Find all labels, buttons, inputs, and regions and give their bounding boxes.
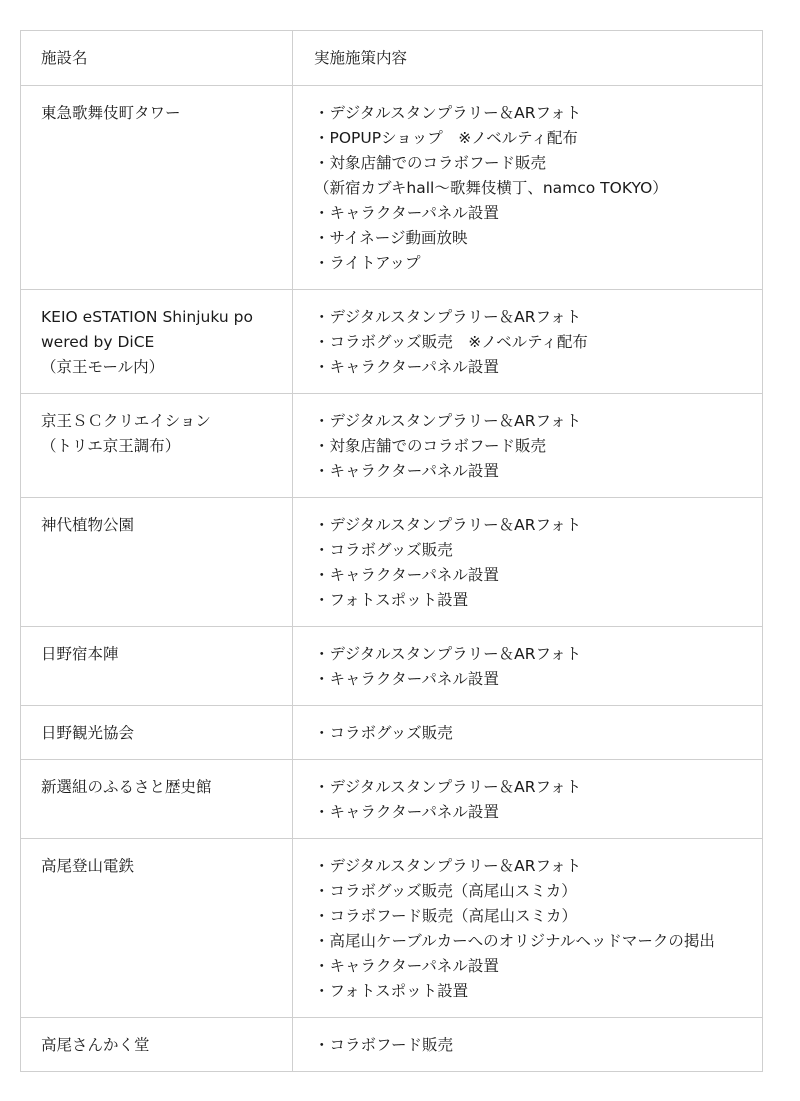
measure-item: ・キャラクターパネル設置 <box>314 462 499 480</box>
facility-name-line: 新選組のふるさと歴史館 <box>41 778 212 796</box>
facility-name-cell <box>21 706 293 760</box>
table-row <box>21 760 763 839</box>
facility-name-line: 神代植物公園 <box>41 516 135 534</box>
facility-name-cell <box>21 839 293 1018</box>
table-row <box>21 1018 763 1072</box>
table-row <box>21 706 763 760</box>
table-header-row <box>21 31 763 86</box>
facility-name-line: 日野観光協会 <box>41 724 135 742</box>
facility-name-line: KEIO eSTATION Shinjuku po <box>41 308 253 326</box>
facility-name-cell <box>21 290 293 394</box>
facility-name-line: wered by DiCE <box>41 333 155 351</box>
facility-name-line: 高尾さんかく堂 <box>41 1036 150 1054</box>
measure-content-cell <box>293 394 763 498</box>
measure-item: ・コラボグッズ販売 <box>314 541 453 559</box>
facility-name-line: 東急歌舞伎町タワー <box>41 104 181 122</box>
measure-content-cell <box>293 86 763 290</box>
measure-content-cell <box>293 839 763 1018</box>
header-content-label: 実施施策内容 <box>314 49 408 67</box>
measure-content-cell <box>293 760 763 839</box>
measure-content-cell <box>293 290 763 394</box>
measure-item: ・キャラクターパネル設置 <box>314 358 499 376</box>
measure-item: ・キャラクターパネル設置 <box>314 204 499 222</box>
header-name-label: 施設名 <box>41 49 88 67</box>
facility-name-cell <box>21 1018 293 1072</box>
table-body <box>21 31 763 1072</box>
measure-content-cell <box>293 706 763 760</box>
measure-item: ・デジタルスタンプラリー＆ARフォト <box>314 308 582 326</box>
header-cell-name <box>21 31 293 86</box>
measure-item: ・デジタルスタンプラリー＆ARフォト <box>314 778 582 796</box>
table-row <box>21 394 763 498</box>
measure-item: ・サイネージ動画放映 <box>314 229 468 247</box>
facility-name-cell <box>21 86 293 290</box>
measure-item: （新宿カブキhall～歌舞伎横丁、namco TOKYO） <box>314 179 668 197</box>
facility-name-cell <box>21 760 293 839</box>
measure-content-cell <box>293 627 763 706</box>
table-row <box>21 498 763 627</box>
measure-item: ・デジタルスタンプラリー＆ARフォト <box>314 412 582 430</box>
measure-item: ・デジタルスタンプラリー＆ARフォト <box>314 516 582 534</box>
facility-name-line: 京王ＳＣクリエイション <box>41 412 211 430</box>
facility-name-cell <box>21 498 293 627</box>
measure-item: ・コラボフード販売（高尾山スミカ） <box>314 907 578 925</box>
measure-item: ・POPUPショップ ※ノベルティ配布 <box>314 129 578 147</box>
measure-content-cell <box>293 498 763 627</box>
measure-item: ・コラボグッズ販売 <box>314 724 453 742</box>
measure-item: ・対象店舗でのコラボフード販売 <box>314 437 547 455</box>
facility-name-line: 日野宿本陣 <box>41 645 119 663</box>
measure-item: ・ライトアップ <box>314 254 421 272</box>
measure-item: ・キャラクターパネル設置 <box>314 566 499 584</box>
facility-name-cell <box>21 627 293 706</box>
measure-item: ・コラボグッズ販売 ※ノベルティ配布 <box>314 333 588 351</box>
measure-item: ・コラボフード販売 <box>314 1036 454 1054</box>
header-cell-content <box>293 31 763 86</box>
table-row <box>21 86 763 290</box>
measure-item: ・フォトスポット設置 <box>314 591 469 609</box>
measure-item: ・高尾山ケーブルカーへのオリジナルヘッドマークの掲出 <box>314 932 715 950</box>
table-row <box>21 627 763 706</box>
measure-item: ・コラボグッズ販売（高尾山スミカ） <box>314 882 577 900</box>
measure-item: ・対象店舗でのコラボフード販売 <box>314 154 547 172</box>
measure-item: ・キャラクターパネル設置 <box>314 670 499 688</box>
measure-item: ・デジタルスタンプラリー＆ARフォト <box>314 645 582 663</box>
facility-name-cell <box>21 394 293 498</box>
facility-name-line: 高尾登山電鉄 <box>41 857 135 875</box>
facility-name-line: （京王モール内） <box>41 358 165 376</box>
measure-item: ・キャラクターパネル設置 <box>314 957 499 975</box>
measure-item: ・デジタルスタンプラリー＆ARフォト <box>314 857 582 875</box>
facility-name-line: （トリエ京王調布） <box>41 437 181 455</box>
measure-content-cell <box>293 1018 763 1072</box>
table-row <box>21 290 763 394</box>
facility-table <box>20 30 763 1072</box>
measure-item: ・フォトスポット設置 <box>314 982 469 1000</box>
measure-item: ・キャラクターパネル設置 <box>314 803 499 821</box>
table-row <box>21 839 763 1018</box>
measure-item: ・デジタルスタンプラリー＆ARフォト <box>314 104 582 122</box>
